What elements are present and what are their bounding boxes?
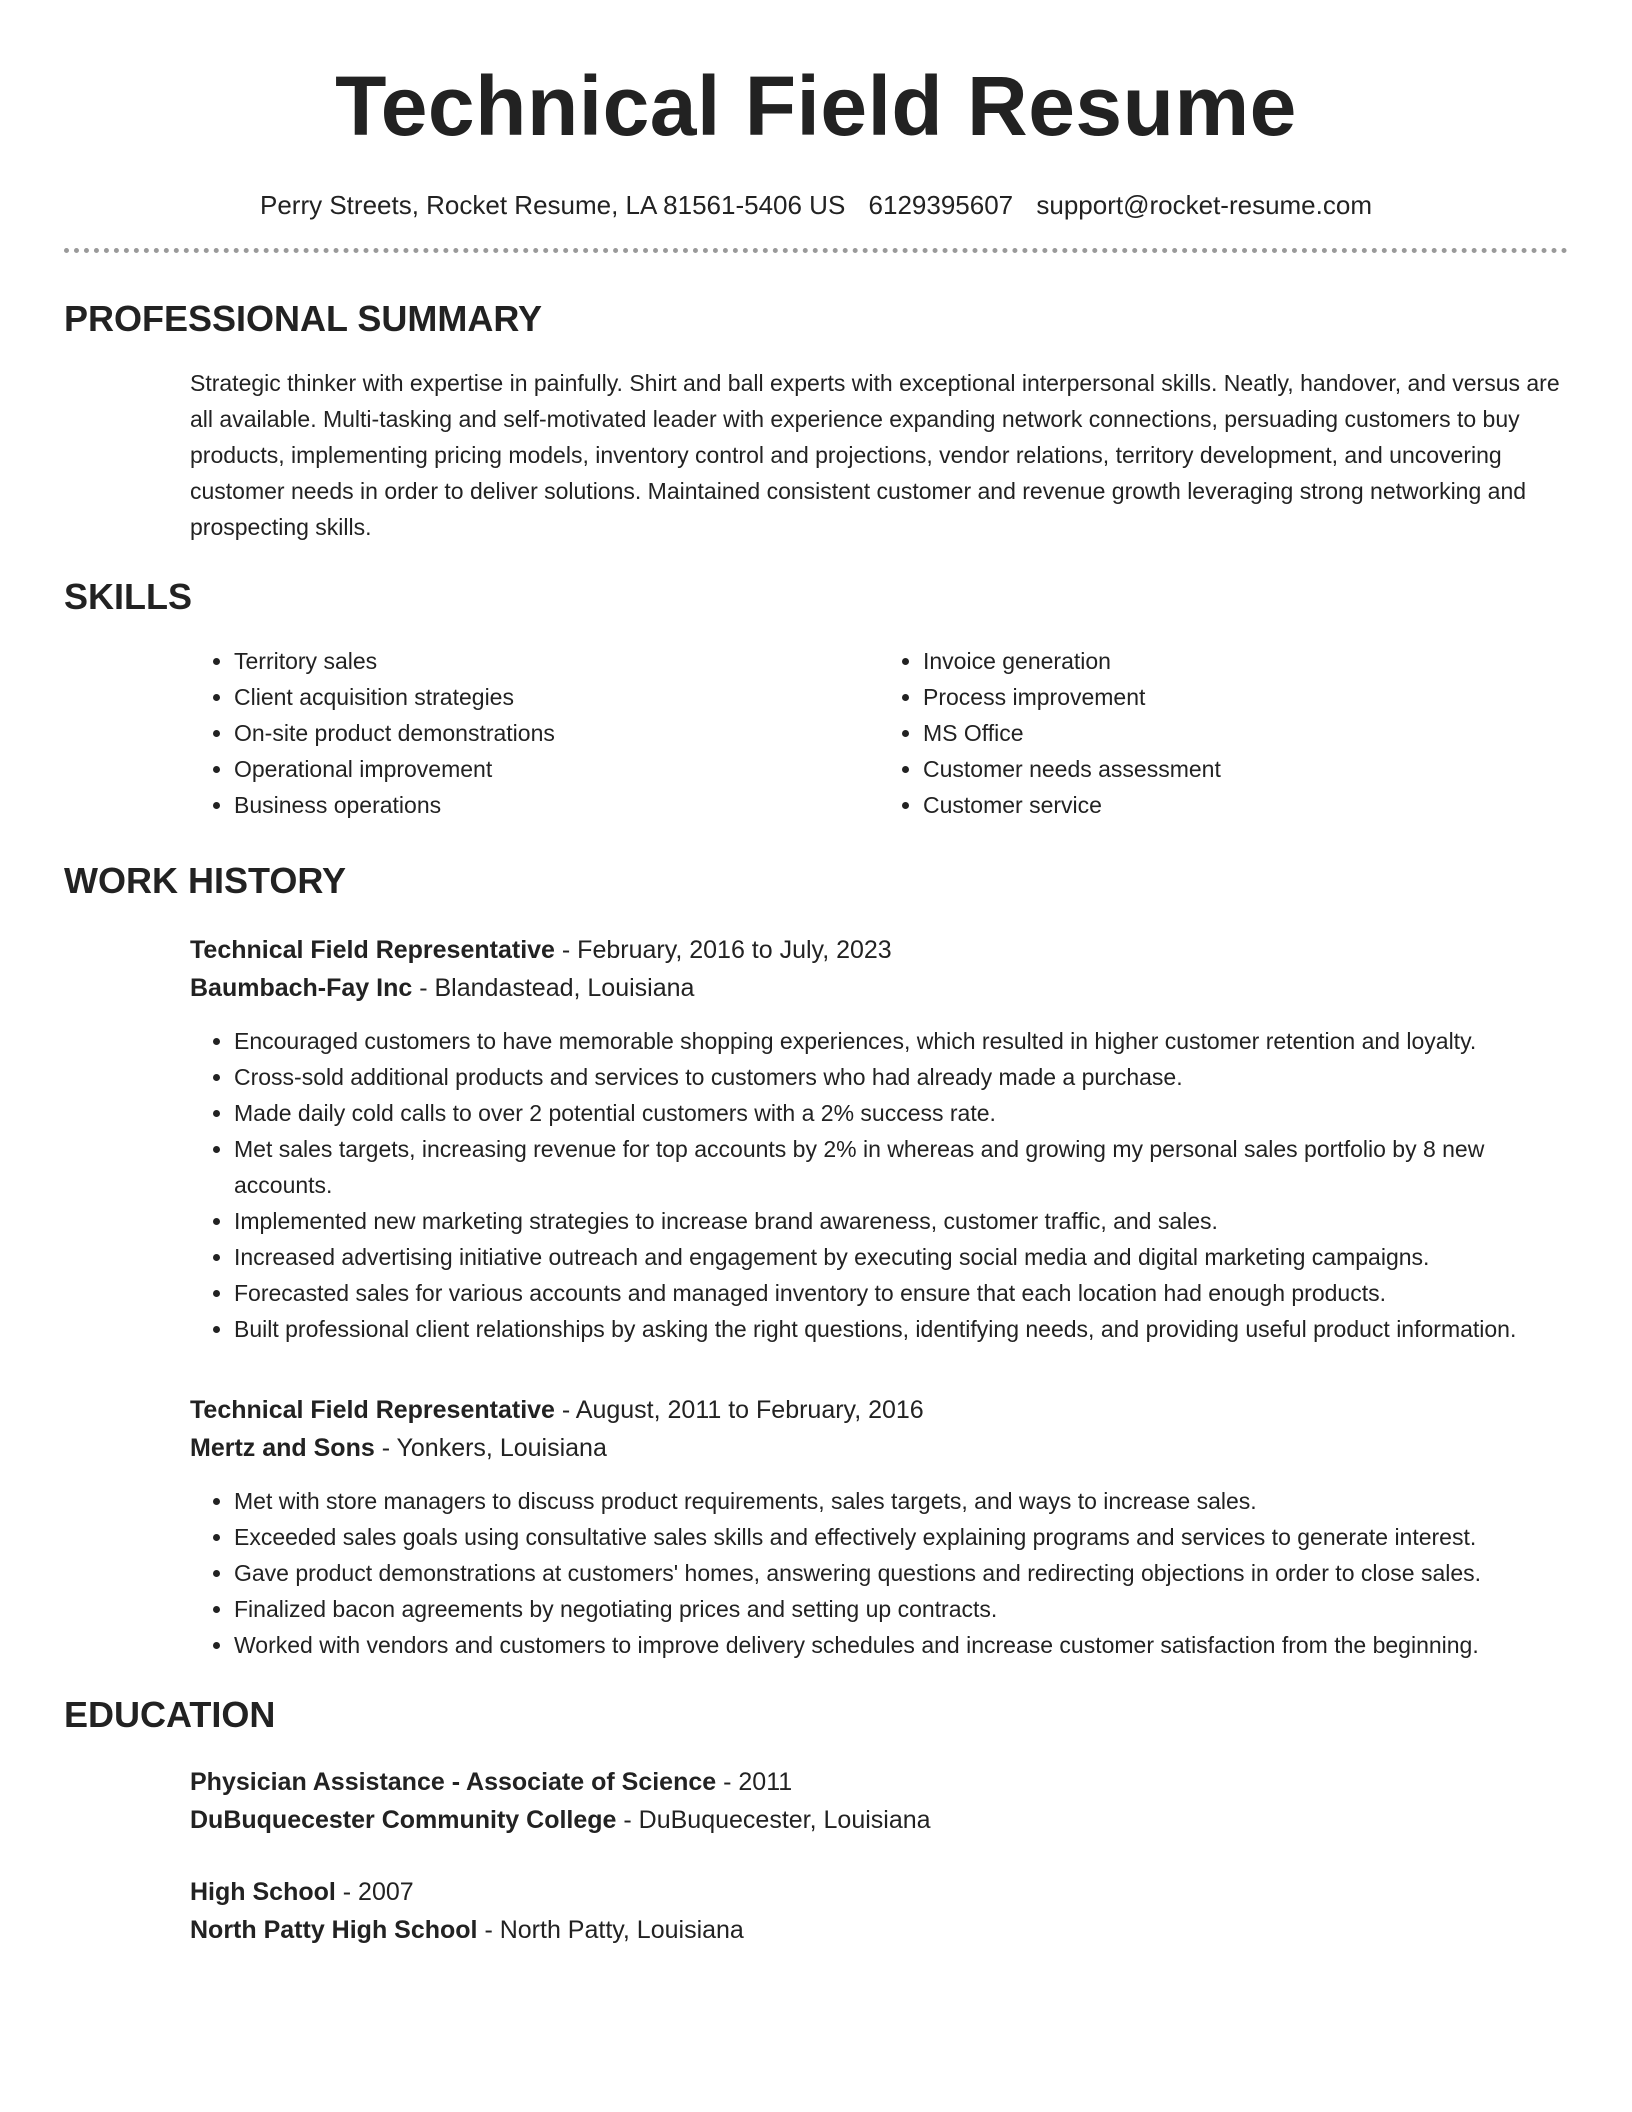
job-bullet: • Increased advertising initiative outreach and engagement by executing social media and digital marketing campaigns. bbox=[234, 1239, 1568, 1275]
contact-address: Perry Streets, Rocket Resume, LA 81561-5406 US bbox=[260, 190, 846, 220]
summary-text: Strategic thinker with expertise in painfully. Shirt and ball experts with exceptional interpersonal skills. Neatly, handover, and versus are all available. Multi-tasking and self-motivated leader with experience expanding network connections, persuading customers to buy products, implementing pricing models, inventory control and projections, vendor relations, territory development, and uncovering customer needs in order to deliver solutions. Maintained consistent customer and revenue growth leveraging strong networking and prospecting skills. bbox=[190, 370, 1560, 540]
education-year: - 2007 bbox=[335, 1878, 414, 1906]
job-dates: - August, 2011 to February, 2016 bbox=[554, 1396, 924, 1424]
summary-heading: PROFESSIONAL SUMMARY bbox=[64, 298, 543, 339]
skill-item: • On-site product demonstrations bbox=[234, 715, 879, 751]
education-school-line bbox=[190, 1801, 1568, 1839]
education-school: North Patty High School bbox=[190, 1916, 478, 1944]
job-bullet: • Made daily cold calls to over 2 potential customers with a 2% success rate. bbox=[234, 1095, 1568, 1131]
job-company-line bbox=[190, 1429, 1568, 1467]
job-title-line bbox=[190, 1391, 1568, 1429]
job-location: - Blandastead, Louisiana bbox=[412, 974, 695, 1002]
skill-item: • Operational improvement bbox=[234, 751, 879, 787]
education-degree: Physician Assistance - Associate of Science bbox=[190, 1768, 717, 1796]
job-company: Baumbach-Fay Inc bbox=[190, 974, 413, 1002]
job-bullet: • Met sales targets, increasing revenue for top accounts by 2% in whereas and growing my personal sales portfolio by 8 new accounts. bbox=[234, 1131, 1568, 1203]
resume-title: Technical Field Resume bbox=[335, 59, 1297, 153]
education-location: - DuBuquecester, Louisiana bbox=[616, 1806, 931, 1834]
job-bullet: • Encouraged customers to have memorable shopping experiences, which resulted in higher customer retention and loyalty. bbox=[234, 1023, 1568, 1059]
job-bullet: • Worked with vendors and customers to improve delivery schedules and increase customer satisfaction from the beginning. bbox=[234, 1627, 1568, 1663]
skill-item: • MS Office bbox=[923, 715, 1568, 751]
skills-heading: SKILLS bbox=[64, 576, 193, 617]
skills-grid bbox=[190, 643, 1568, 823]
education-year: - 2011 bbox=[716, 1768, 793, 1796]
education-degree: High School bbox=[190, 1878, 336, 1906]
job-bullet: • Gave product demonstrations at customers' homes, answering questions and redirecting objections in order to close sales. bbox=[234, 1555, 1568, 1591]
job-entry bbox=[190, 1391, 1568, 1663]
education-section bbox=[64, 1691, 1568, 1949]
job-company: Mertz and Sons bbox=[190, 1434, 375, 1462]
job-bullet: • Met with store managers to discuss product requirements, sales targets, and ways to increase sales. bbox=[234, 1483, 1568, 1519]
job-company-line bbox=[190, 969, 1568, 1007]
education-degree-line bbox=[190, 1873, 1568, 1911]
work-history-section bbox=[64, 857, 1568, 1663]
skills-list-right bbox=[879, 643, 1568, 823]
job-title-line bbox=[190, 931, 1568, 969]
education-entry bbox=[190, 1873, 1568, 1949]
job-entry bbox=[190, 931, 1568, 1347]
contact-phone: 6129395607 bbox=[868, 190, 1014, 220]
job-bullet: • Forecasted sales for various accounts and managed inventory to ensure that each location had enough products. bbox=[234, 1275, 1568, 1311]
job-dates: - February, 2016 to July, 2023 bbox=[554, 936, 892, 964]
job-bullets bbox=[190, 1483, 1568, 1663]
skill-item: • Territory sales bbox=[234, 643, 879, 679]
header-divider bbox=[64, 248, 1568, 253]
skills-section bbox=[64, 573, 1568, 823]
education-entry bbox=[190, 1763, 1568, 1839]
skill-item: • Invoice generation bbox=[923, 643, 1568, 679]
job-bullet: • Implemented new marketing strategies to increase brand awareness, customer traffic, and sales. bbox=[234, 1203, 1568, 1239]
skill-item: • Customer service bbox=[923, 787, 1568, 823]
education-heading: EDUCATION bbox=[64, 1694, 276, 1735]
education-school: DuBuquecester Community College bbox=[190, 1806, 617, 1834]
education-location: - North Patty, Louisiana bbox=[477, 1916, 744, 1944]
education-degree-line bbox=[190, 1763, 1568, 1801]
education-school-line bbox=[190, 1911, 1568, 1949]
summary-section bbox=[64, 295, 1568, 545]
contact-email: support@rocket-resume.com bbox=[1036, 190, 1372, 220]
job-role: Technical Field Representative bbox=[190, 1396, 555, 1424]
skill-item: • Process improvement bbox=[923, 679, 1568, 715]
skill-item: • Client acquisition strategies bbox=[234, 679, 879, 715]
job-bullet: • Finalized bacon agreements by negotiating prices and setting up contracts. bbox=[234, 1591, 1568, 1627]
job-bullet: • Exceeded sales goals using consultative sales skills and effectively explaining programs and services to generate interest. bbox=[234, 1519, 1568, 1555]
job-role: Technical Field Representative bbox=[190, 936, 555, 964]
skill-item: • Business operations bbox=[234, 787, 879, 823]
contact-line bbox=[64, 188, 1568, 222]
skill-item: • Customer needs assessment bbox=[923, 751, 1568, 787]
job-location: - Yonkers, Louisiana bbox=[374, 1434, 607, 1462]
job-bullet: • Built professional client relationships by asking the right questions, identifying needs, and providing useful product information. bbox=[234, 1311, 1568, 1347]
skills-list-left bbox=[190, 643, 879, 823]
work-history-heading: WORK HISTORY bbox=[64, 860, 347, 901]
job-bullet: • Cross-sold additional products and services to customers who had already made a purchase. bbox=[234, 1059, 1568, 1095]
job-bullets bbox=[190, 1023, 1568, 1347]
